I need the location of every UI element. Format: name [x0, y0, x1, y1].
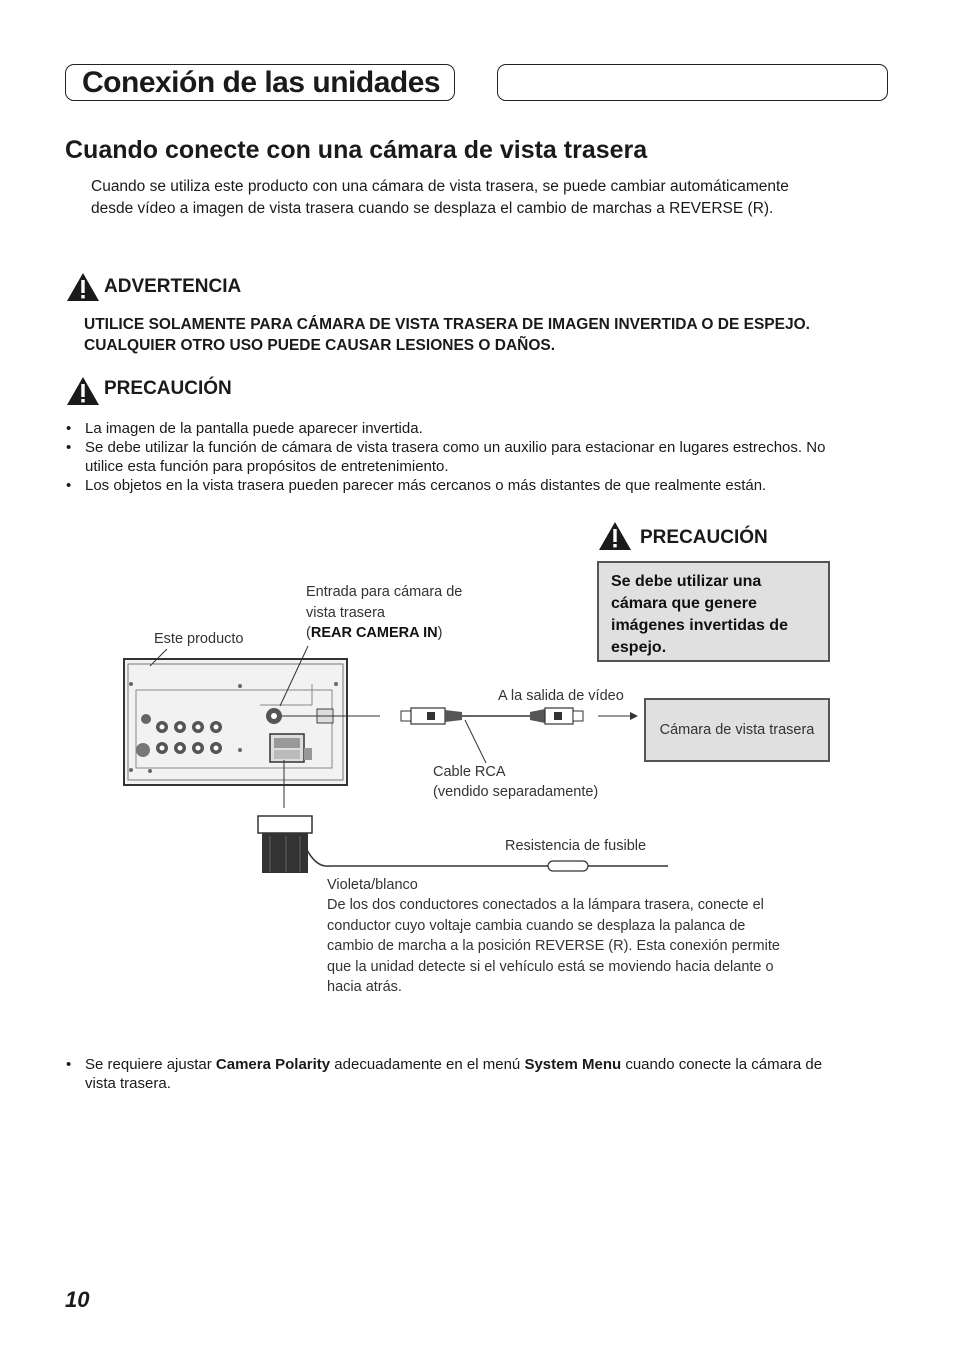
diagram-precaucion-title: PRECAUCIÓN — [640, 527, 768, 548]
list-item: • Se debe utilizar la función de cámara de vista trasera como un auxilio para estacionar en lugares estrechos. No utilice esta función para propósitos de entretenimiento. — [66, 438, 866, 476]
diagram-caution-triangle-icon — [598, 521, 632, 551]
wire-harness-connector — [258, 816, 312, 873]
list-item: • La imagen de la pantalla puede aparecer invertida. — [66, 419, 866, 438]
precaucion-list — [66, 419, 866, 495]
label-product: Este producto — [154, 631, 244, 647]
label-input-line1: Entrada para cámara de — [306, 584, 463, 600]
footnote-bold-camera-polarity: Camera Polarity — [215, 1056, 331, 1073]
advertencia-title: ADVERTENCIA — [104, 276, 242, 297]
list-item: • Los objetos en la vista trasera pueden parecer más cercanos o más distantes de que realmente están. — [66, 476, 866, 495]
violet-text: De los dos conductores conectados a la lámpara trasera, conecte el conductor cuyo voltaje cambia cuando se desplaza la palanca de cambio de marcha a la posición REVERSE (R). Esta conexión permite que la unidad detecte si el vehículo está se moviendo hacia delante o hacia atrás. — [327, 897, 780, 995]
label-video-out: A la salida de vídeo — [498, 688, 624, 704]
label-input-bold: REAR CAMERA IN — [310, 625, 438, 641]
label-input-line3: (REAR CAMERA IN) — [306, 625, 443, 641]
advertencia-text: UTILICE SOLAMENTE PARA CÁMARA DE VISTA TRASERA DE IMAGEN INVERTIDA O DE ESPEJO. CUALQUIER OTRO USO PUEDE CAUSAR LESIONES O DAÑOS. — [84, 316, 810, 354]
label-input-line2: vista trasera — [306, 605, 385, 621]
precaucion-title: PRECAUCIÓN — [104, 378, 232, 399]
header-right-frame — [497, 64, 888, 101]
section-intro: Cuando se utiliza este producto con una cámara de vista trasera, se puede cambiar automáticamente desde vídeo a imagen de vista trasera cuando se desplaza el cambio de marchas a REVERSE (R). — [91, 178, 789, 217]
label-rca-line2: (vendido separadamente) — [433, 784, 599, 800]
label-rca-line1: Cable RCA — [433, 764, 506, 780]
violet-title: Violeta/blanco — [327, 877, 418, 893]
warning-triangle-icon — [66, 272, 100, 302]
page-number: 10 — [65, 1287, 90, 1312]
caution-triangle-icon — [66, 376, 100, 406]
diagram-precaucion-box — [597, 561, 830, 662]
footnote-bold-system-menu: System Menu — [524, 1056, 622, 1073]
rca-cable — [401, 708, 583, 724]
camera-box-label: Cámara de vista trasera — [659, 722, 815, 738]
footnote-list — [66, 1055, 826, 1093]
label-fuse: Resistencia de fusible — [505, 838, 647, 854]
header-title: Conexión de las unidades — [82, 66, 441, 99]
diagram-precaucion-text: Se debe utilizar una cámara que genere imágenes invertidas de espejo. — [611, 573, 788, 656]
section-title: Cuando conecte con una cámara de vista trasera — [65, 136, 648, 164]
camera-box — [644, 698, 830, 762]
footnote-item: • Se requiere ajustar Camera Polarity adecuadamente en el menú System Menu cuando conecte la cámara de vista trasera. — [66, 1055, 826, 1093]
head-unit-rear-panel — [124, 659, 347, 785]
